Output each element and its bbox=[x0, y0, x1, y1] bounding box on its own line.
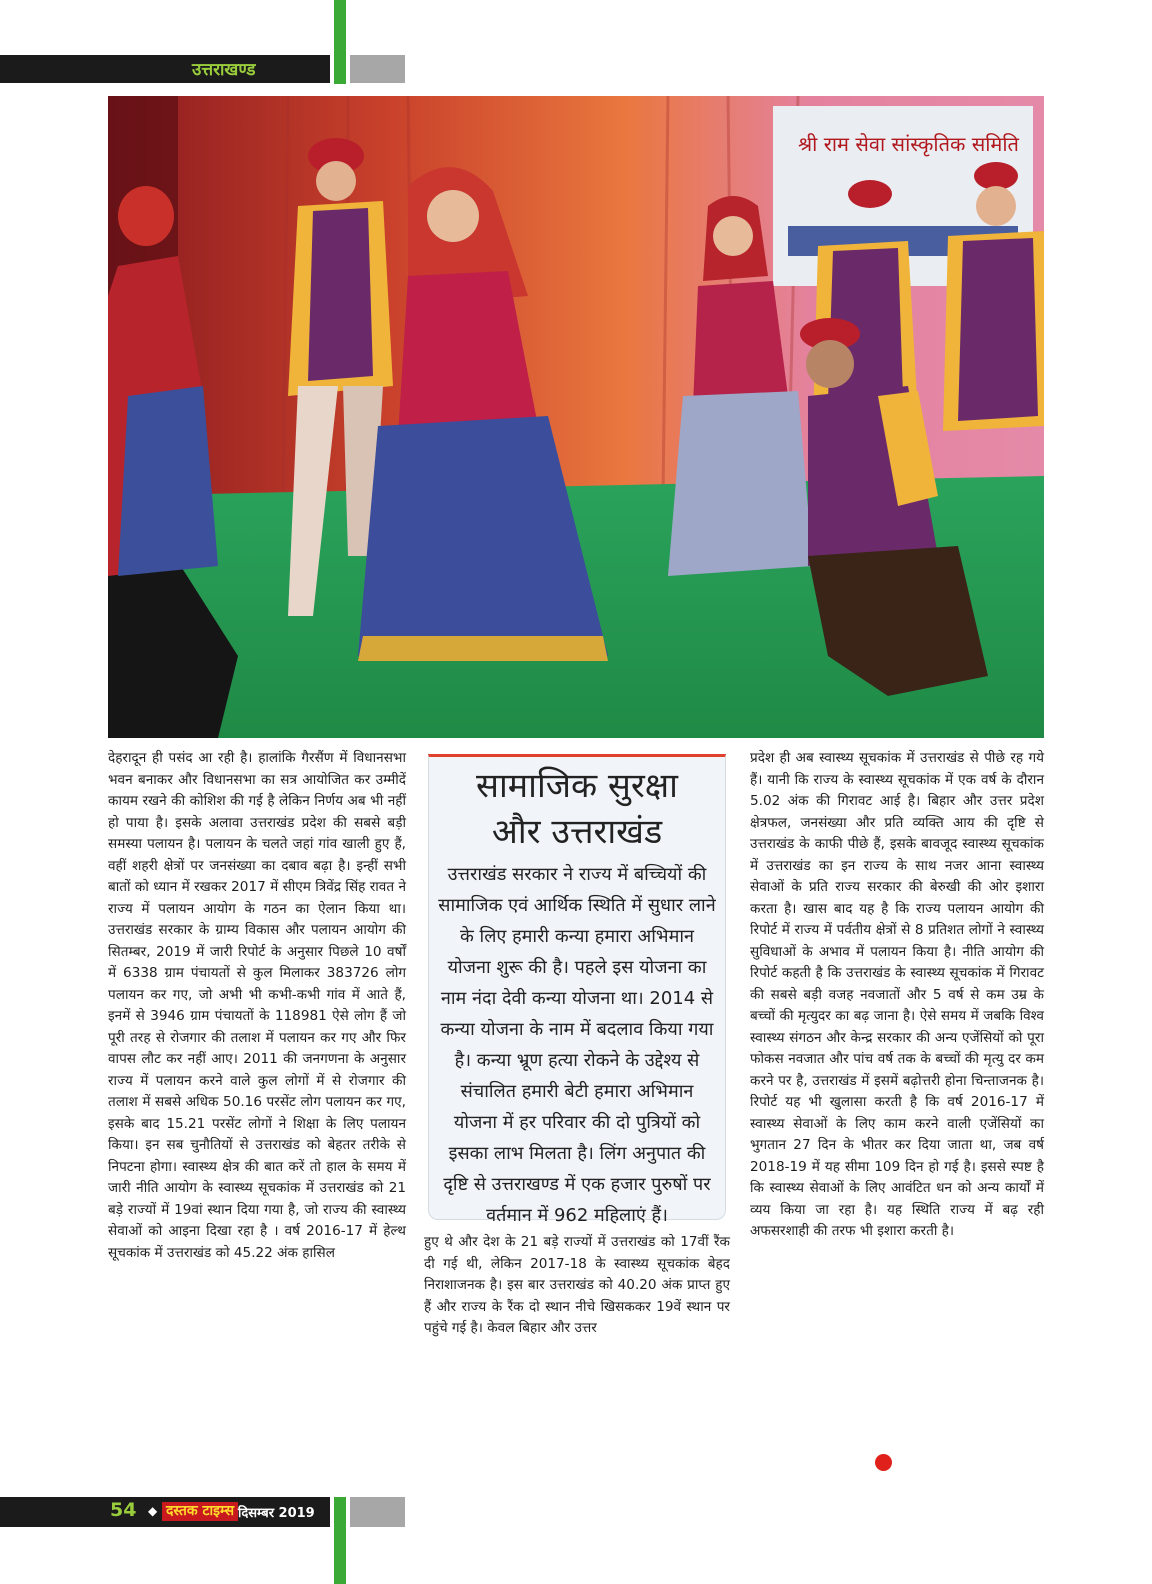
header-bar bbox=[0, 55, 330, 83]
footer-gray-block bbox=[350, 1497, 405, 1527]
magazine-logo: दस्तक टाइम्स bbox=[162, 1502, 238, 1521]
article-column-middle: हुए थे और देश के 21 बड़े राज्यों में उत्तराखंड को 17वीं रैंक दी गई थी, लेकिन 2017-18 के स्वास्थ्य सूचकांक बेहद निराशाजनक है। इस बार उत्तराखंड को 40.20 अंक प्राप्त हुए हैं और राज्य के रैंक दो स्थान नीचे खिसककर 19वें स्थान पर पहुंचे गई है। केवल बिहार और उत्तर bbox=[424, 1234, 730, 1336]
footer-green-stripe bbox=[334, 1497, 346, 1584]
section-title: उत्तराखण्ड bbox=[192, 60, 256, 80]
page-number: 54 bbox=[110, 1499, 137, 1521]
box-title-line1: सामाजिक सुरक्षा bbox=[476, 766, 678, 806]
banner-text: श्री राम सेवा सांस्कृतिक समिति bbox=[798, 132, 1019, 156]
box-title bbox=[437, 763, 717, 855]
box-body-text: उत्तराखंड सरकार ने राज्य में बच्चियों की सामाजिक एवं आर्थिक स्थिति में सुधार लाने के लिए हमारी कन्या हमारा अभिमान योजना शुरू की है। पहले इस योजना का नाम नंदा देवी कन्या योजना था। 2014 से कन्या योजना के नाम में बदलाव किया गया है। कन्या भ्रूण हत्या रोकने के उद्देश्य से संचालित हमारी बेटी हमारा अभिमान योजना में हर परिवार की दो पुत्रियों को इसका लाभ मिलता है। लिंग अनुपात की दृष्टि से उत्तराखण्ड में एक हजार पुरुषों पर वर्तमान में 962 महिलाएं हैं। bbox=[438, 864, 716, 1226]
issue-date: दिसम्बर 2019 bbox=[238, 1506, 315, 1521]
box-title-line2: और उत्तराखंड bbox=[491, 812, 663, 852]
article-column-right: प्रदेश ही अब स्वास्थ्य सूचकांक में उत्तराखंड से पीछे रह गये हैं। यानी कि राज्य के स्वास्थ्य सूचकांक में एक वर्ष के दौरान 5.02 अंक की गिरावट आई है। बिहार और उत्तर प्रदेश क्षेत्रफल, जनसंख्या और प्रति व्यक्ति आय की दृष्टि से उत्तराखंड के काफी पीछे हैं, इसके बावजूद स्वास्थ्य सूचकांक में उत्तराखंड का इन राज्य के साथ नजर आना स्वास्थ्य सेवाओं के प्रति राज्य सरकार की बेरुखी की ओर इशारा करता है। खास बाद यह है कि राज्य पलायन आयोग की रिपोर्ट में राज्य में पर्वतीय क्षेत्रों से 8 प्रतिशत लोगों ने स्वास्थ्य सुविधाओं के अभाव में पलायन किया है। नीति आयोग की रिपोर्ट कहती है कि उत्तराखंड के स्वास्थ्य सूचकांक में गिरावट की सबसे बड़ी वजह नवजातों और 5 वर्ष से कम उम्र के बच्चों की मृत्युदर का बढ़ जाना है। ऐसे समय में जबकि विश्व स्वास्थ्य संगठन और केन्द्र सरकार की अन्य एजेंसियों को पूरा फोकस नवजात और पांच वर्ष तक के बच्चों की मृत्यु दर कम करने पर है, उत्तराखंड में इसमें बढ़ोत्तरी होना चिन्ताजनक है। रिपोर्ट यह भी खुलासा करती है कि वर्ष 2016-17 में स्वास्थ्य सेवाओं के लिए काम करने वाली एजेंसियों का भुगतान 27 दिन के भीतर कर दिया जाता था, जब वर्ष 2018-19 में यह सीमा 109 दिन हो गई है। इससे स्पष्ट है कि स्वास्थ्य सेवाओं के लिए आवंटित धन को अन्य कार्यों में व्यय किया जा रहा है। यह स्थिति राज्य में बढ़ रही अफसरशाही की तरफ भी इशारा करती है। bbox=[750, 750, 1044, 1239]
social-security-box bbox=[428, 754, 726, 1226]
header-gray-block bbox=[350, 55, 405, 83]
stage-dance-photo bbox=[108, 96, 1044, 738]
article-end-dot bbox=[875, 1454, 892, 1471]
article-column-left: देहरादून ही पसंद आ रही है। हालांकि गैरसैंण में विधानसभा भवन बनाकर और विधानसभा का सत्र आयोजित कर उम्मीदें कायम रखने की कोशिश की गई है लेकिन निर्णय अब भी नहीं हो पाया है। इसके अलावा उत्तराखंड प्रदेश की सबसे बड़ी समस्या पलायन है। पलायन के चलते जहां गांव खाली हुए हैं, वहीं शहरी क्षेत्रों पर जनसंख्या का दबाव बढ़ा है। इन्हीं सभी बातों को ध्यान में रखकर 2017 में सीएम त्रिवेंद्र सिंह रावत ने राज्य में पलायन आयोग के गठन का ऐलान किया था। उत्तराखंड सरकार के ग्राम्य विकास और पलायन आयोग की सितम्बर, 2019 में जारी रिपोर्ट के अनुसार पिछले 10 वर्षों में 6338 ग्राम पंचायतों से कुल मिलाकर 383726 लोग पलायन कर गए, जो अभी भी कभी-कभी गांव में आते हैं, इनमें से 3946 ग्राम पंचायतों के 118981 ऐसे लोग हैं जो पूरी तरह से रोजगार की तलाश में पलायन कर गए और फिर वापस लौट कर नहीं आए। 2011 की जनगणना के अनुसार राज्य में पलायन करने वाले कुल लोगों में से रोजगार की तलाश में सबसे अधिक 50.16 परसेंट लोग पलायन कर गए, इसके बाद 15.21 परसेंट लोगों ने शिक्षा के लिए पलायन किया। इन सब चुनौतियों से उत्तराखंड को बेहतर तरीके से निपटना होगा। स्वास्थ्य क्षेत्र की बात करें तो हाल के समय में जारी नीति आयोग के स्वास्थ्य सूचकांक में उत्तराखंड को 21 बड़े राज्यों में 19वां स्थान दिया गया है, जो राज्य की स्वास्थ्य सेवाओं को आइना दिखा रहा है । वर्ष 2016-17 में हेल्थ सूचकांक में उत्तराखंड को 45.22 अंक हासिल bbox=[108, 750, 406, 1261]
footer-separator: ◆ bbox=[148, 1504, 158, 1518]
header-green-stripe bbox=[334, 0, 346, 84]
